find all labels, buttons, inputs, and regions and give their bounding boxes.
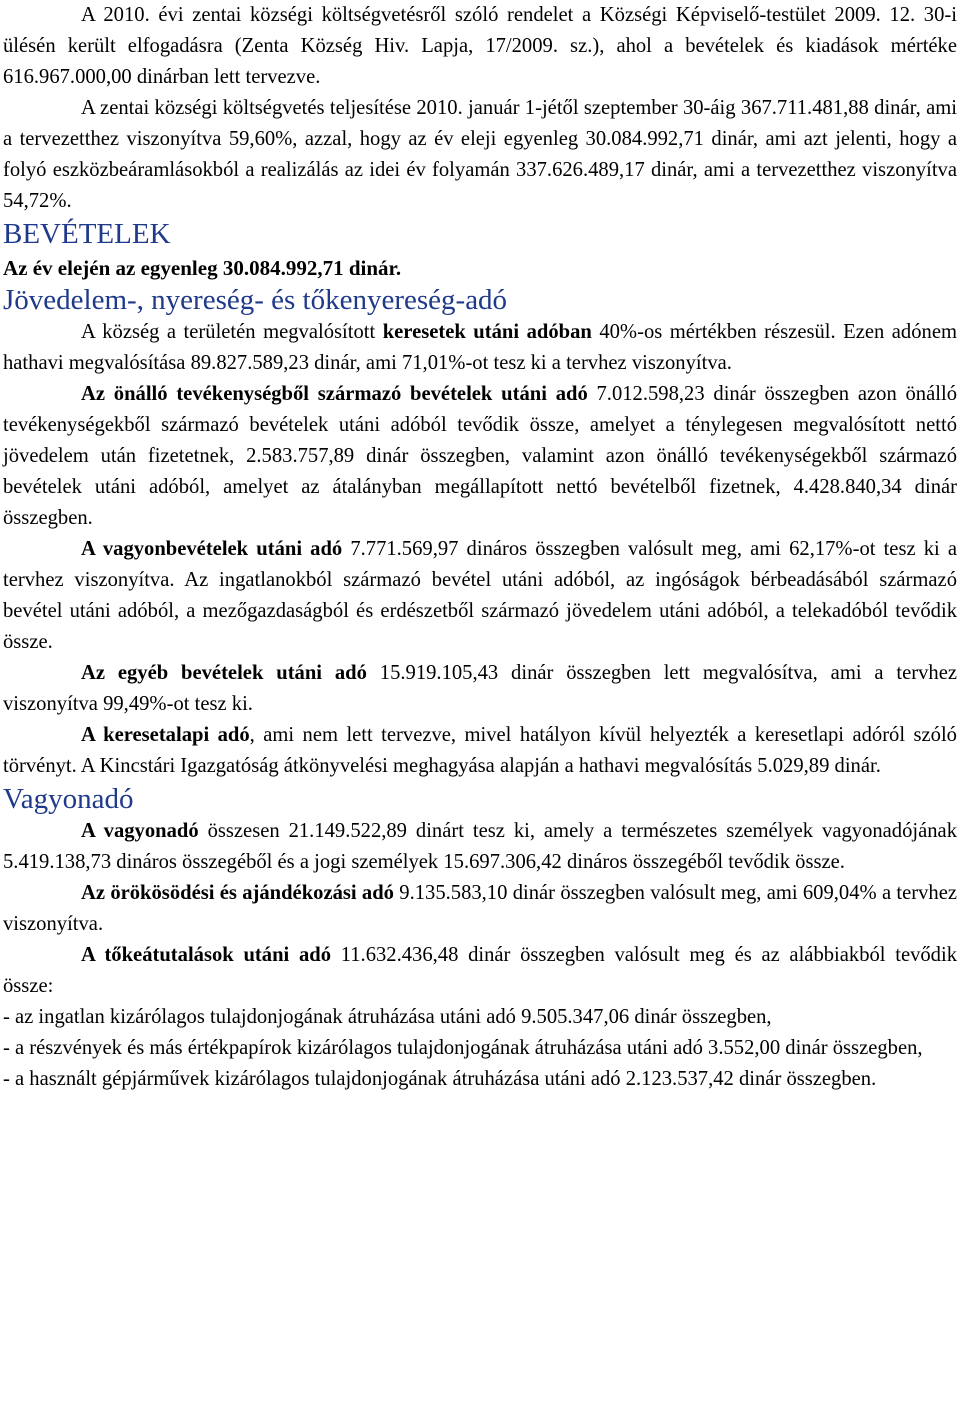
text-run: 7.771.569,97 dináros összegben valósult meg, ami 62,17%-ot tesz ki a tervhez viszonyítva. Az ingatlanokból származó bevétel utáni adóból, az ingóságok bérbeadásából származó bevétel utáni adóból, a mezőgazdaságból és erdészetből származó jövedelem utáni adóból, a telekadóból tevődik össze.	[3, 538, 957, 653]
text-run: A község a területén megvalósított	[81, 321, 383, 343]
bold-term: A vagyonadó	[81, 820, 199, 842]
vagyonado-heading: Vagyonadó	[3, 783, 134, 815]
bold-term: keresetek utáni adóban	[382, 321, 592, 343]
list-item: - a részvények és más értékpapírok kizárólagos tulajdonjogának átruházása utáni adó 3.552,00 dinár összegben,	[3, 1037, 923, 1059]
text-run: , ami nem lett tervezve, mivel hatályon kívül helyezték a keresetlapi adóról szóló törvényt. A Kincstári Igazgatóság átkönyvelési meghagyása alapján a hathavi megvalósítás 5.029,89 dinár.	[3, 724, 957, 777]
jovedelem-paragraph-2	[3, 379, 957, 534]
text-run: 9.135.583,10 dinár összegben valósult meg, ami 609,04% a tervhez viszonyítva.	[3, 882, 958, 935]
vagyonado-paragraph-3	[3, 940, 957, 1002]
bevetelek-heading: BEVÉTELEK	[3, 218, 171, 250]
bold-term: Az örökösödési és ajándékozási adó	[81, 882, 394, 904]
text-run: összesen 21.149.522,89 dinárt tesz ki, amely a természetes személyek vagyonadójának 5.419.138,73 dináros összegéből és a jogi személyek 15.697.306,42 dináros összegéből tevődik össze.	[3, 820, 957, 873]
jovedelem-heading: Jövedelem-, nyereség- és tőkenyereség-adó	[3, 284, 508, 316]
jovedelem-paragraph-3	[3, 534, 957, 658]
vagyonado-paragraph-2	[3, 878, 957, 940]
jovedelem-paragraph-1	[3, 317, 957, 379]
text-run: 11.632.436,48 dinár összegben valósult meg és az alábbiakból tevődik össze:	[3, 944, 957, 997]
vagyonado-paragraph-1	[3, 816, 957, 878]
bold-term: Az egyéb bevételek utáni adó	[81, 662, 367, 684]
bold-term: A vagyonbevételek utáni adó	[81, 538, 343, 560]
bold-term: Az önálló tevékenységből származó bevételek utáni adó	[81, 383, 588, 405]
text-run: 40%-os mértékben részesül. Ezen adónem hathavi megvalósítása 89.827.589,23 dinár, ami 71,01%-ot tesz ki a tervhez viszonyítva.	[3, 321, 957, 374]
jovedelem-paragraph-5	[3, 720, 957, 782]
bold-term: A keresetalapi adó	[81, 724, 250, 746]
text-run: 7.012.598,23 dinár összegben azon önálló tevékenységekből származó bevételek utáni adóból tevődik össze, amelyet a ténylegesen megvalósított nettó jövedelem után fizetetnek, 2.583.757,89 dinár összegben, valamint azon önálló tevékenységekből származó bevételek utáni adóból, amelyet az átalányban megállapított nettó bevételből fizetnek, 4.428.840,34 dinár összegben.	[3, 383, 957, 529]
intro-paragraph-2: A zentai községi költségvetés teljesítése 2010. január 1-jétől szeptember 30-áig 367.711.481,88 dinár, ami a tervezetthez viszonyítva 59,60%, azzal, hogy az év eleji egyenleg 30.084.992,71 dinár, ami azt jelenti, hogy a folyó eszközbeáramlásokból a realizálás az idei év folyamán 337.626.489,17 dinár, ami a tervezetthez viszonyítva 54,72%.	[3, 97, 957, 212]
opening-balance-line: Az év elején az egyenleg 30.084.992,71 dinár.	[3, 256, 402, 280]
text-run: 15.919.105,43 dinár összegben lett megvalósítva, ami a tervhez viszonyítva 99,49%-ot tesz ki.	[3, 662, 958, 715]
jovedelem-paragraph-4	[3, 658, 957, 720]
bold-term: A tőkeátutalások utáni adó	[81, 944, 332, 966]
list-item: - az ingatlan kizárólagos tulajdonjogának átruházása utáni adó 9.505.347,06 dinár összegben,	[3, 1006, 772, 1028]
intro-paragraph-1: A 2010. évi zentai községi költségvetésről szóló rendelet a Községi Képviselő-testület 2009. 12. 30-i ülésén került elfogadásra (Zenta Község Hiv. Lapja, 17/2009. sz.), ahol a bevételek és kiadások mértéke 616.967.000,00 dinárban lett tervezve.	[3, 4, 957, 88]
list-item: - a használt gépjárművek kizárólagos tulajdonjogának átruházása utáni adó 2.123.537,42 dinár összegben.	[3, 1068, 877, 1090]
